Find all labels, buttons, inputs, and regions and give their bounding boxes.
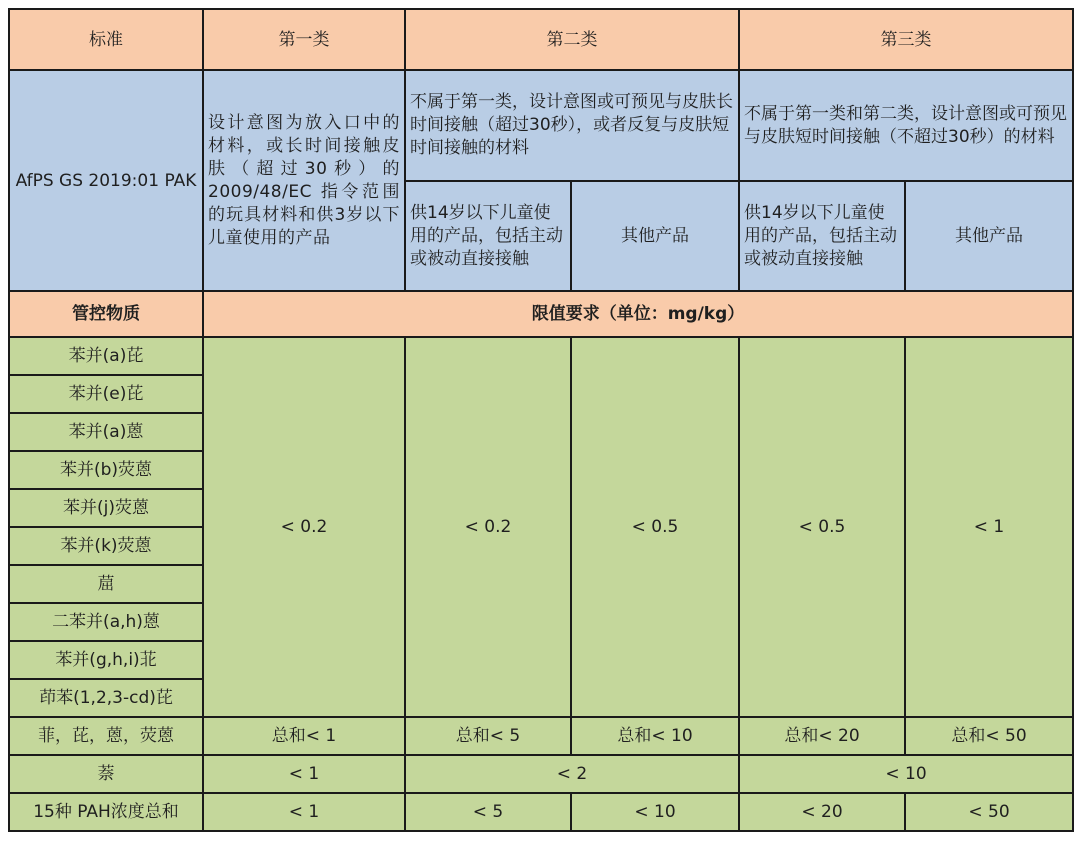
sum-category-3-other: 总和< 50	[905, 717, 1073, 755]
category-1-header: 第一类	[203, 9, 405, 70]
substance-name: 苯并(a)蒽	[9, 413, 203, 451]
category-2-children-products: 供14岁以下儿童使用的产品，包括主动或被动直接接触	[405, 181, 571, 291]
sum-category-3-children: 总和< 20	[739, 717, 905, 755]
substance-name: 苯并(e)芘	[9, 375, 203, 413]
category-3-other-products: 其他产品	[905, 181, 1073, 291]
total-category-3-other: < 50	[905, 793, 1073, 831]
substance-name: 苯并(g,h,i)苝	[9, 641, 203, 679]
substance-row	[9, 337, 1073, 375]
category-3-children-products: 供14岁以下儿童使用的产品，包括主动或被动直接接触	[739, 181, 905, 291]
standard-name: AfPS GS 2019:01 PAK	[9, 70, 203, 291]
naphthalene-category-2: < 2	[405, 755, 739, 793]
category-2-header: 第二类	[405, 9, 739, 70]
standard-header: 标准	[9, 9, 203, 70]
total-category-1: < 1	[203, 793, 405, 831]
naphthalene-row	[9, 755, 1073, 793]
category-3-description: 不属于第一类和第二类，设计意图或可预见与皮肤短时间接触（不超过30秒）的材料	[739, 70, 1073, 181]
total-pah-label: 15种 PAH浓度总和	[9, 793, 203, 831]
limit-column-header: 限值要求（单位：mg/kg）	[203, 291, 1073, 337]
description-row	[9, 70, 1073, 181]
category-1-description: 设计意图为放入口中的材料，或长时间接触皮肤（超过30秒）的 2009/48/EC 指令范围的玩具材料和供3岁以下儿童使用的产品	[203, 70, 405, 291]
category-2-description: 不属于第一类，设计意图或可预见与皮肤长时间接触（超过30秒），或者反复与皮肤短时间接触的材料	[405, 70, 739, 181]
subheader-row	[9, 291, 1073, 337]
total-category-3-children: < 20	[739, 793, 905, 831]
category-2-other-products: 其他产品	[571, 181, 739, 291]
category-3-children-limit: < 0.5	[739, 337, 905, 717]
sum-row	[9, 717, 1073, 755]
substance-name: 䓛	[9, 565, 203, 603]
total-pah-row	[9, 793, 1073, 831]
header-row	[9, 9, 1073, 70]
category-2-children-limit: < 0.2	[405, 337, 571, 717]
total-category-2-children: < 5	[405, 793, 571, 831]
total-category-2-other: < 10	[571, 793, 739, 831]
category-1-limit: < 0.2	[203, 337, 405, 717]
substance-name: 茚苯(1,2,3-cd)芘	[9, 679, 203, 717]
naphthalene-category-1: < 1	[203, 755, 405, 793]
naphthalene-label: 萘	[9, 755, 203, 793]
substance-column-header: 管控物质	[9, 291, 203, 337]
substance-name: 苯并(b)荧蒽	[9, 451, 203, 489]
substance-name: 二苯并(a,h)蒽	[9, 603, 203, 641]
naphthalene-category-3: < 10	[739, 755, 1073, 793]
sum-category-2-children: 总和< 5	[405, 717, 571, 755]
substance-name: 苯并(j)荧蒽	[9, 489, 203, 527]
category-3-header: 第三类	[739, 9, 1073, 70]
category-3-other-limit: < 1	[905, 337, 1073, 717]
sum-row-label: 菲，芘，蒽，荧蒽	[9, 717, 203, 755]
sum-category-2-other: 总和< 10	[571, 717, 739, 755]
sum-category-1: 总和< 1	[203, 717, 405, 755]
substance-name: 苯并(k)荧蒽	[9, 527, 203, 565]
pah-limits-table	[8, 8, 1074, 832]
substance-name: 苯并(a)芘	[9, 337, 203, 375]
category-2-other-limit: < 0.5	[571, 337, 739, 717]
